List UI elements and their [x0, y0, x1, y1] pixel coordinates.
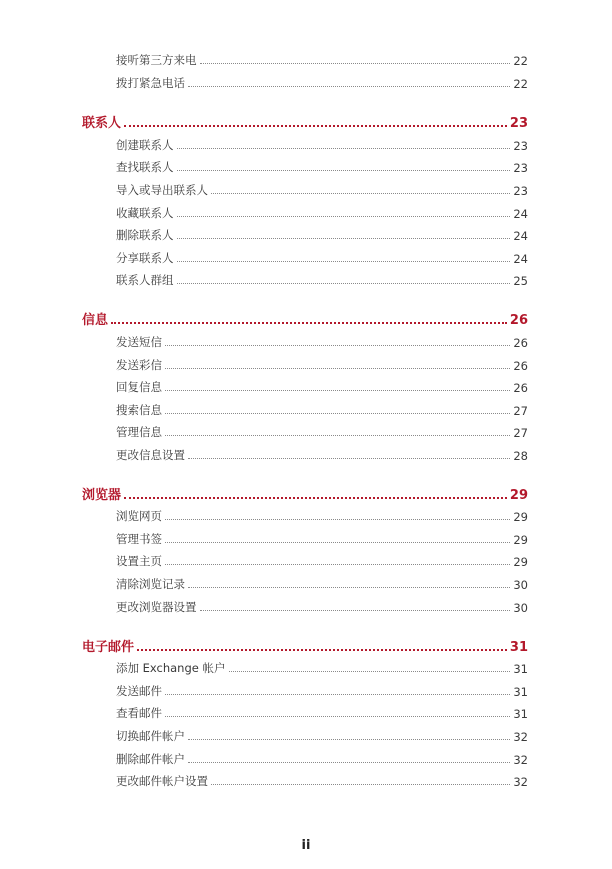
- toc-entry-page: 29: [513, 555, 528, 569]
- toc-entry-label: 更改浏览器设置: [116, 600, 197, 614]
- toc-section-page: 29: [509, 488, 528, 503]
- toc-entry-label: 浏览网页: [116, 509, 162, 523]
- toc-entry[interactable]: [116, 159, 528, 175]
- toc-entry-page: 26: [513, 336, 528, 350]
- leader-dots: [229, 670, 511, 672]
- toc-entry-page: 29: [513, 533, 528, 547]
- toc-entry[interactable]: [116, 75, 528, 91]
- toc-entry[interactable]: [116, 773, 528, 789]
- toc-entry-label: 搜索信息: [116, 403, 162, 417]
- toc-entry[interactable]: [116, 599, 528, 615]
- toc-entry-page: 30: [513, 601, 528, 615]
- toc-entry[interactable]: [116, 705, 528, 721]
- toc-entry[interactable]: [116, 379, 528, 395]
- toc-entry[interactable]: [116, 553, 528, 569]
- toc-entry[interactable]: [116, 576, 528, 592]
- toc-entry-page: 22: [513, 77, 528, 91]
- leader-dots: [165, 367, 510, 369]
- leader-dots: [200, 609, 511, 611]
- toc-entry-page: 23: [513, 184, 528, 198]
- leader-dots: [177, 282, 511, 284]
- toc-section[interactable]: [82, 310, 528, 328]
- toc-entry[interactable]: [116, 272, 528, 288]
- toc-entry-label: 删除邮件帐户: [116, 752, 185, 766]
- toc-entry[interactable]: [116, 137, 528, 153]
- toc-entry[interactable]: [116, 508, 528, 524]
- toc-entry-page: 32: [513, 730, 528, 744]
- leader-dots: [188, 738, 510, 740]
- leader-dots: [211, 192, 510, 194]
- toc-entry-label: 收藏联系人: [116, 206, 174, 220]
- toc-entry-page: 31: [513, 707, 528, 721]
- toc-entry-label: 管理书签: [116, 532, 162, 546]
- leader-dots: [165, 412, 510, 414]
- toc-entry-label: 清除浏览记录: [116, 577, 185, 591]
- leader-dots: [177, 169, 511, 171]
- toc-section-label: 联系人: [82, 116, 122, 131]
- page-number: ii: [301, 838, 311, 853]
- toc-entry-label: 拨打紧急电话: [116, 76, 185, 90]
- toc-entry[interactable]: [116, 205, 528, 221]
- leader-dots: [165, 715, 510, 717]
- toc-entry-page: 31: [513, 662, 528, 676]
- toc-entry[interactable]: [116, 227, 528, 243]
- leader-dots: [200, 62, 511, 64]
- toc-section[interactable]: [82, 485, 528, 503]
- toc-entry-label: 接听第三方来电: [116, 53, 197, 67]
- toc-entry-page: 28: [513, 449, 528, 463]
- toc-entry[interactable]: [116, 334, 528, 350]
- leader-dots: [124, 496, 507, 499]
- toc-entry-label: 更改信息设置: [116, 448, 185, 462]
- toc-entry-page: 22: [513, 54, 528, 68]
- toc-entry[interactable]: [116, 402, 528, 418]
- toc-entry-label: 管理信息: [116, 425, 162, 439]
- toc-entry[interactable]: [116, 182, 528, 198]
- leader-dots: [111, 321, 507, 324]
- leader-dots: [165, 693, 510, 695]
- leader-dots: [188, 586, 510, 588]
- toc-entry[interactable]: [116, 683, 528, 699]
- toc-entry-label: 添加 Exchange 帐户: [116, 661, 226, 675]
- leader-dots: [165, 541, 510, 543]
- toc-entry-label: 发送短信: [116, 335, 162, 349]
- toc-entry-page: 30: [513, 578, 528, 592]
- leader-dots: [165, 344, 510, 346]
- toc-entry-page: 27: [513, 426, 528, 440]
- toc-entry-page: 32: [513, 753, 528, 767]
- toc-entry-label: 更改邮件帐户设置: [116, 774, 208, 788]
- toc-entry-label: 分享联系人: [116, 251, 174, 265]
- leader-dots: [177, 237, 511, 239]
- leader-dots: [137, 648, 507, 651]
- leader-dots: [165, 389, 510, 391]
- toc-entry-label: 导入或导出联系人: [116, 183, 208, 197]
- toc-entry-label: 发送彩信: [116, 358, 162, 372]
- toc-entry[interactable]: [116, 250, 528, 266]
- toc-section-page: 26: [509, 313, 528, 328]
- toc-entry-label: 查找联系人: [116, 160, 174, 174]
- leader-dots: [177, 215, 511, 217]
- leader-dots: [165, 518, 510, 520]
- toc-entry[interactable]: [116, 531, 528, 547]
- toc-section-label: 电子邮件: [82, 640, 135, 655]
- toc-entry-label: 发送邮件: [116, 684, 162, 698]
- toc-entry[interactable]: [116, 357, 528, 373]
- toc-entry-page: 24: [513, 229, 528, 243]
- toc-entry-label: 切换邮件帐户: [116, 729, 185, 743]
- toc-entry[interactable]: [116, 660, 528, 676]
- toc-entry-page: 31: [513, 685, 528, 699]
- toc-entry-page: 23: [513, 139, 528, 153]
- leader-dots: [165, 563, 510, 565]
- leader-dots: [177, 260, 511, 262]
- leader-dots: [124, 124, 507, 127]
- leader-dots: [188, 85, 510, 87]
- toc-section-label: 浏览器: [82, 488, 122, 503]
- toc-entry-page: 29: [513, 510, 528, 524]
- toc-entry-label: 删除联系人: [116, 228, 174, 242]
- toc-section-label: 信息: [82, 313, 109, 328]
- toc-entry-label: 设置主页: [116, 554, 162, 568]
- toc-entry-label: 回复信息: [116, 380, 162, 394]
- toc-entry-page: 24: [513, 207, 528, 221]
- toc-section[interactable]: [82, 113, 528, 131]
- toc-section-page: 31: [509, 640, 528, 655]
- leader-dots: [211, 783, 510, 785]
- toc-entry-page: 26: [513, 359, 528, 373]
- toc-section-page: 23: [509, 116, 528, 131]
- toc-entry[interactable]: [116, 424, 528, 440]
- leader-dots: [177, 147, 511, 149]
- leader-dots: [188, 761, 510, 763]
- toc-entry[interactable]: [116, 728, 528, 744]
- toc-entry-page: 26: [513, 381, 528, 395]
- toc-entry[interactable]: [116, 52, 528, 68]
- leader-dots: [188, 457, 510, 459]
- toc-entry-label: 创建联系人: [116, 138, 174, 152]
- toc-entry[interactable]: [116, 447, 528, 463]
- toc-entry-page: 23: [513, 161, 528, 175]
- toc-entry[interactable]: [116, 751, 528, 767]
- toc-entry-page: 25: [513, 274, 528, 288]
- toc-entry-label: 联系人群组: [116, 273, 174, 287]
- toc-entry-page: 32: [513, 775, 528, 789]
- toc-entry-page: 27: [513, 404, 528, 418]
- leader-dots: [165, 434, 510, 436]
- toc-section[interactable]: [82, 637, 528, 655]
- toc-entry-label: 查看邮件: [116, 706, 162, 720]
- toc-entry-page: 24: [513, 252, 528, 266]
